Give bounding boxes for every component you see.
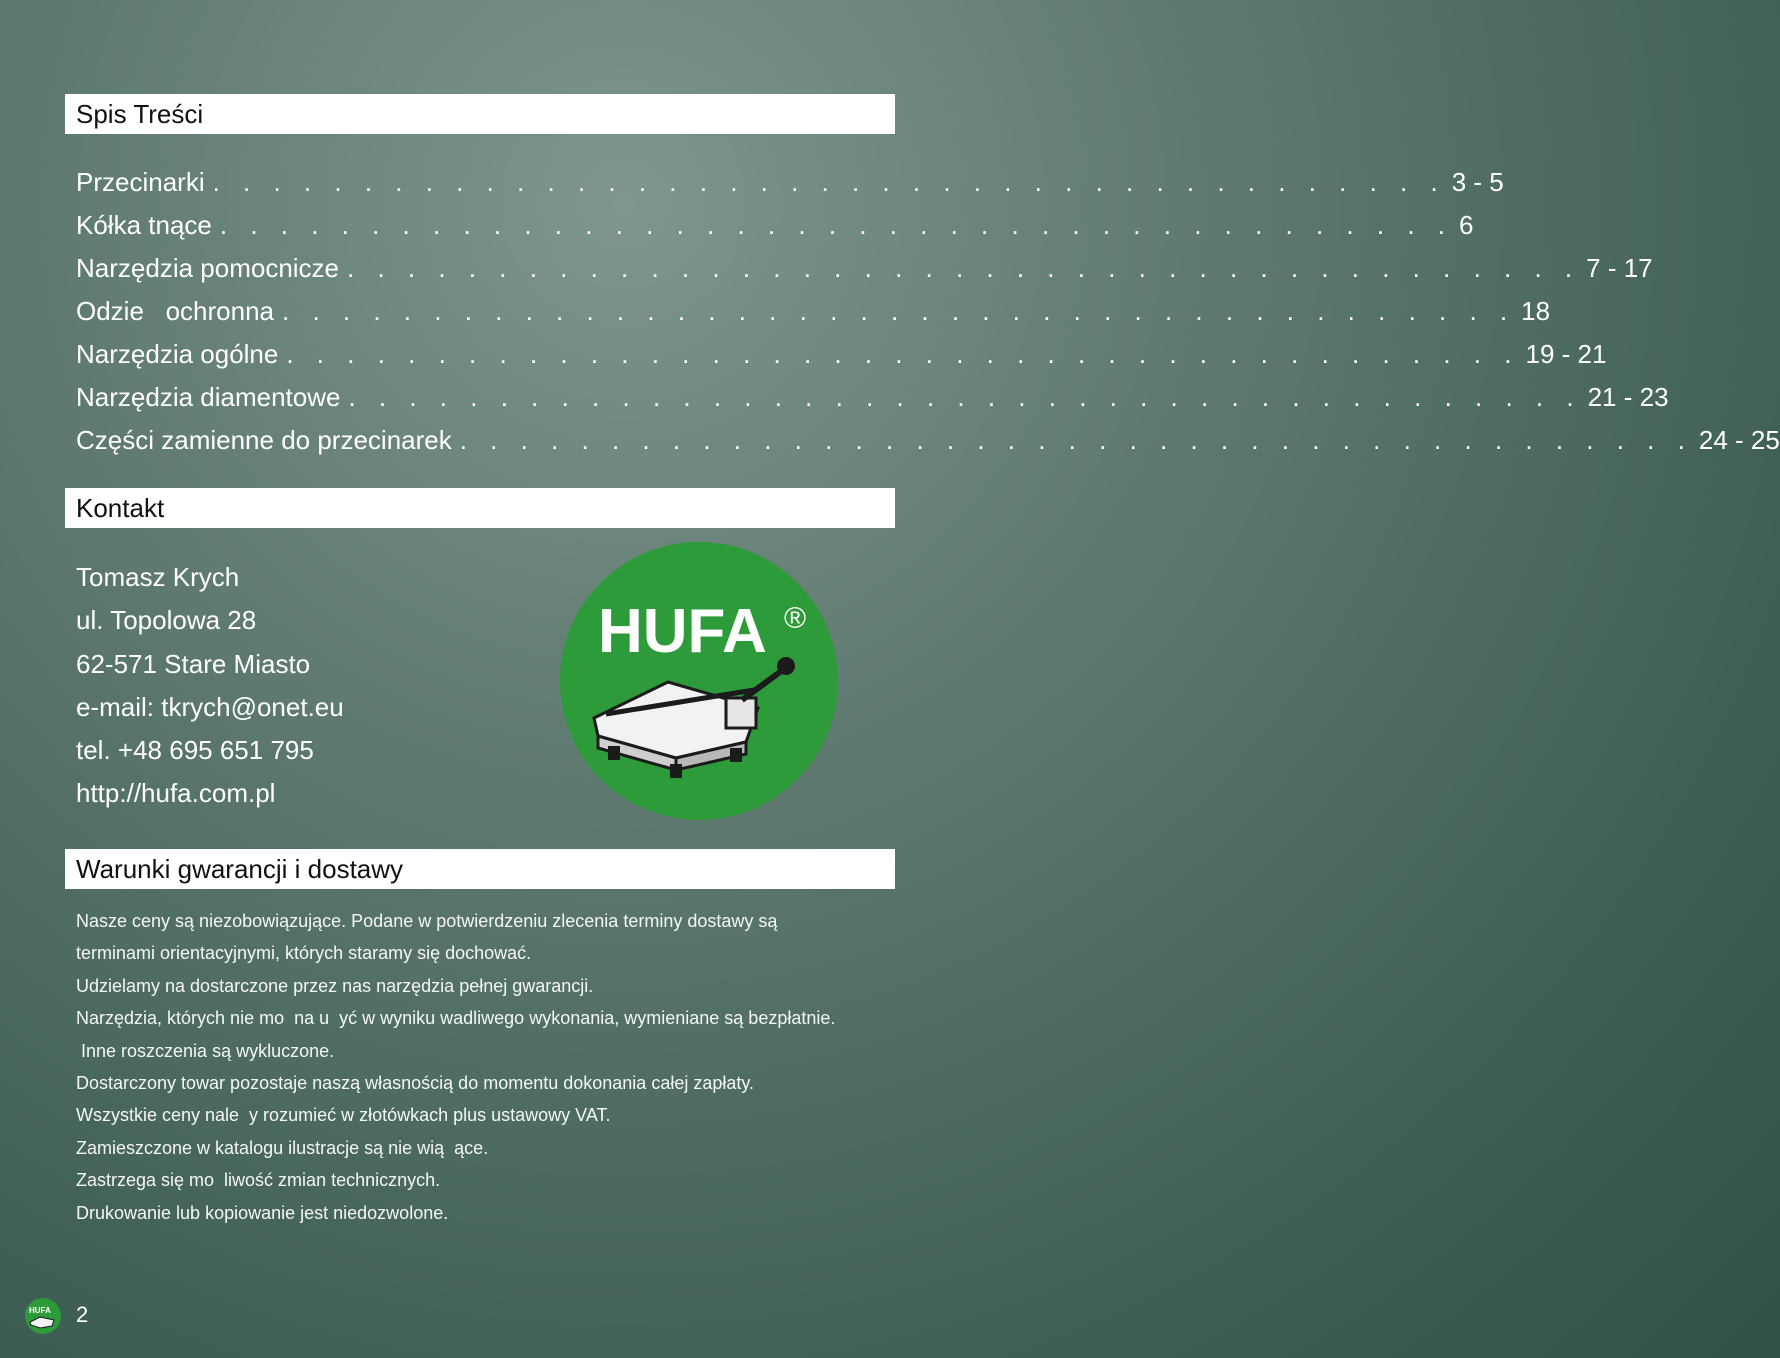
- contact-heading-bar: [65, 488, 895, 528]
- contact-phone[interactable]: tel. +48 695 651 795: [76, 735, 314, 766]
- terms-line: Zamieszczone w katalogu ilustracje są nie wią ące.: [76, 1137, 489, 1158]
- logo-circle: [560, 542, 838, 820]
- contact-details: [76, 560, 344, 820]
- toc-entry-page: 3 - 5: [1451, 167, 1504, 197]
- toc-entry-label: Narzędzia ogólne: [76, 339, 279, 369]
- hufa-logo: [558, 540, 840, 822]
- toc-leader-dots: . . . . . . . . . . . . . . . . . . . . . . . . . . . . . . . . . . . . . . . . .: [347, 253, 1581, 283]
- terms-line: Wszystkie ceny nale y rozumieć w złotówkach plus ustawowy VAT.: [76, 1105, 611, 1126]
- terms-text: [76, 906, 835, 1230]
- logo-text: HUFA: [598, 597, 767, 666]
- terms-line: Drukowanie lub kopiowanie jest niedozwolone.: [76, 1202, 449, 1223]
- terms-line: Udzielamy na dostarczone przez nas narzędzia pełnej gwarancji.: [76, 975, 594, 996]
- toc-entry-label: Przecinarki: [76, 167, 205, 197]
- contact-heading: Kontakt: [76, 493, 165, 523]
- toc-heading: Spis Treści: [76, 99, 204, 129]
- toc-entry-label: Kółka tnące: [76, 210, 212, 240]
- terms-line: Narzędzia, których nie mo na u yć w wyniku wadliwego wykonania, wymieniane są bezpłatnie.: [76, 1008, 836, 1029]
- toc-entry[interactable]: [76, 338, 1607, 370]
- contact-city: 62-571 Stare Miasto: [76, 648, 311, 679]
- toc-entry-label: Części zamienne do przecinarek: [76, 425, 452, 455]
- terms-line: Dostarczony towar pozostaje naszą własnością do momentu dokonania całej zapłaty.: [76, 1072, 755, 1093]
- toc-entry[interactable]: [76, 424, 1780, 456]
- toc-entry-page: 6: [1459, 210, 1474, 240]
- toc-entry-page: 21 - 23: [1587, 382, 1669, 412]
- toc-heading-bar: [65, 94, 895, 134]
- toc-leader-dots: . . . . . . . . . . . . . . . . . . . . . . . . . . . . . . . . . . . . . . . . .: [282, 296, 1516, 326]
- footer-hufa-logo: [24, 1297, 62, 1335]
- toc-entry-label: Narzędzia pomocnicze: [76, 253, 340, 283]
- toc-entry[interactable]: [76, 252, 1653, 284]
- terms-heading: Warunki gwarancji i dostawy: [76, 854, 404, 884]
- toc-entry-page: 7 - 17: [1586, 253, 1653, 283]
- logo-registered-mark: ®: [784, 602, 807, 635]
- toc-leader-dots: . . . . . . . . . . . . . . . . . . . . . . . . . . . . . . . . . . . . . . . . .: [286, 339, 1520, 369]
- toc-entry-page: 19 - 21: [1525, 339, 1607, 369]
- terms-line: Zastrzega się mo liwość zmian technicznych.: [76, 1170, 441, 1191]
- terms-line: terminami orientacyjnymi, których staramy się dochować.: [76, 943, 532, 964]
- contact-street: ul. Topolowa 28: [76, 605, 257, 636]
- toc-entry-page: 18: [1521, 296, 1551, 326]
- contact-website[interactable]: http://hufa.com.pl: [76, 778, 276, 809]
- toc-leader-dots: . . . . . . . . . . . . . . . . . . . . . . . . . . . . . . . . . . . . . . . . .: [212, 167, 1446, 197]
- terms-line: Inne roszczenia są wykluczone.: [76, 1040, 335, 1061]
- toc-leader-dots: . . . . . . . . . . . . . . . . . . . . . . . . . . . . . . . . . . . . . . . . .: [219, 210, 1453, 240]
- footer-logo-text: HUFA: [29, 1306, 51, 1315]
- toc-entry[interactable]: [76, 295, 1551, 327]
- page-number: 2: [76, 1302, 89, 1327]
- contact-name: Tomasz Krych: [76, 562, 240, 592]
- toc-entry[interactable]: [76, 209, 1474, 241]
- terms-line: Nasze ceny są niezobowiązujące. Podane w potwierdzeniu zlecenia terminy dostawy są: [76, 911, 778, 931]
- toc-entry-label: Narzędzia diamentowe: [76, 382, 341, 412]
- toc-leader-dots: . . . . . . . . . . . . . . . . . . . . . . . . . . . . . . . . . . . . . . . . .: [348, 382, 1582, 412]
- toc-entry-label: Odzie ochronna: [76, 296, 275, 326]
- terms-heading-bar: [65, 849, 895, 889]
- toc-entry-page: 24 - 25: [1698, 425, 1780, 455]
- toc-leader-dots: . . . . . . . . . . . . . . . . . . . . . . . . . . . . . . . . . . . . . . . . .: [459, 425, 1693, 455]
- toc-entry[interactable]: [76, 381, 1669, 413]
- contact-email[interactable]: e-mail: tkrych@onet.eu: [76, 691, 344, 722]
- toc-entry[interactable]: [76, 166, 1504, 198]
